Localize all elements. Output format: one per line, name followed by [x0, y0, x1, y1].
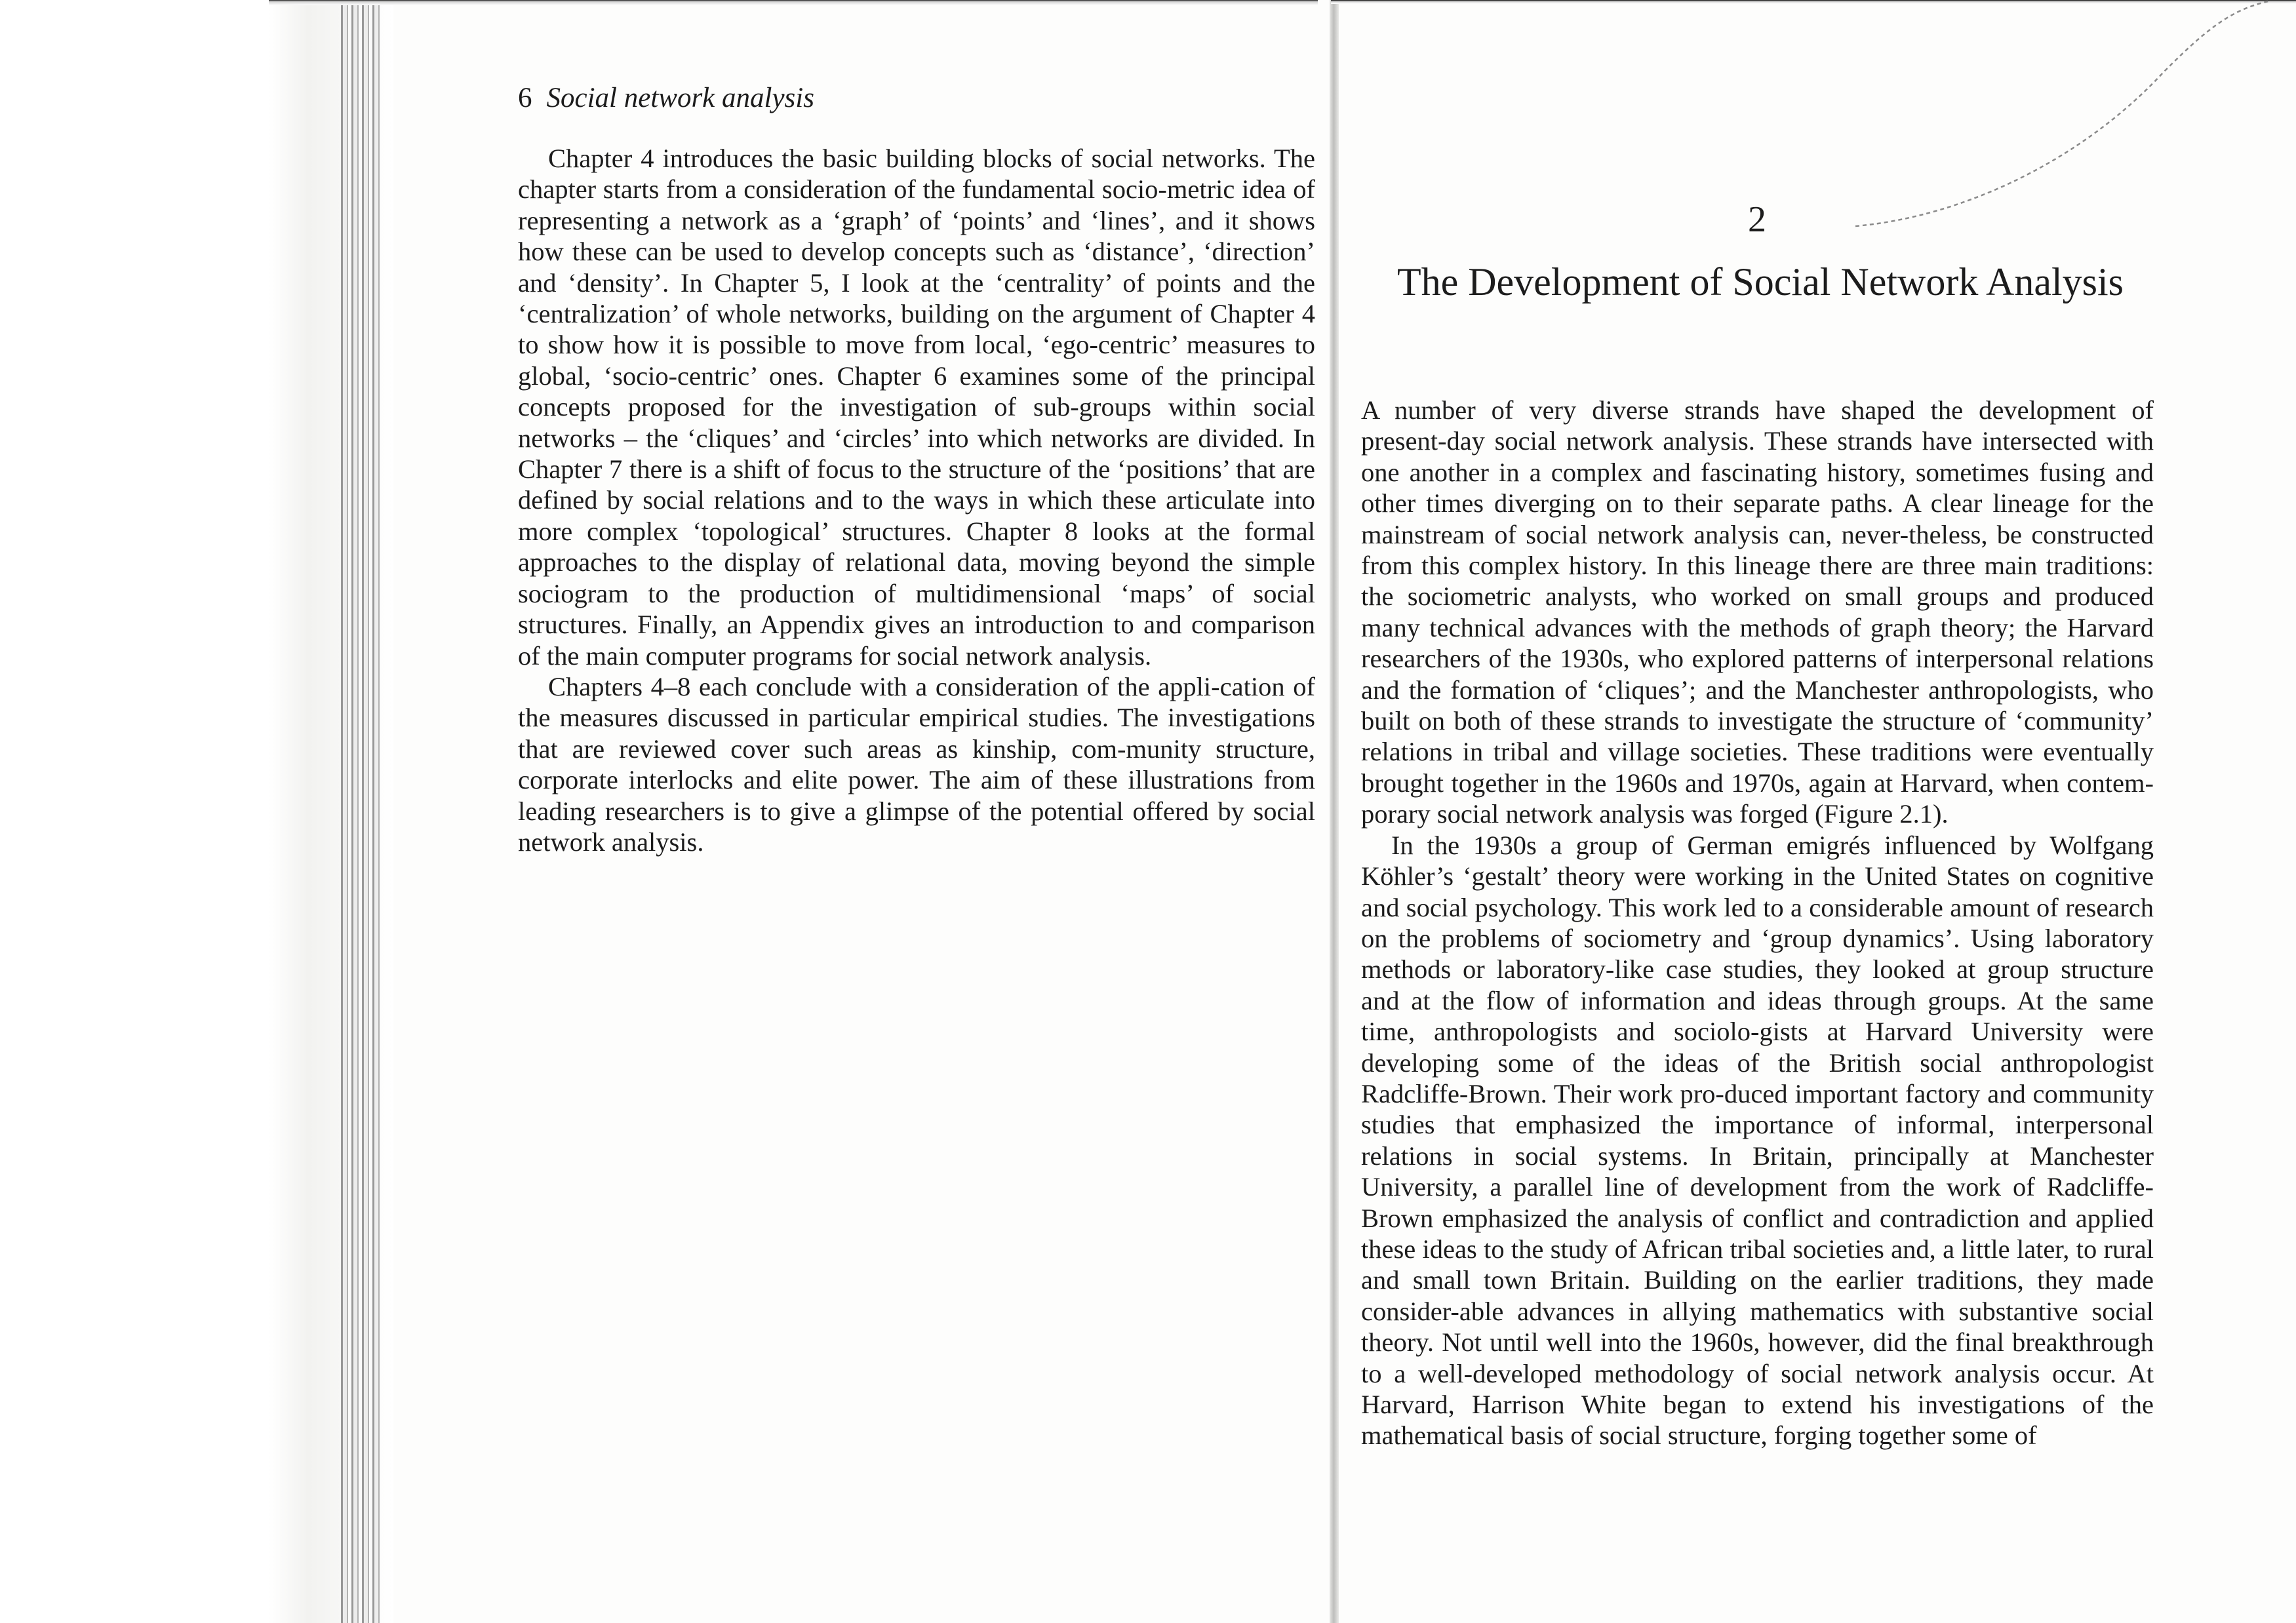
right-page-body: [1361, 395, 2154, 1451]
right-paragraph-2: In the 1930s a group of German emigrés influenced by Wolfgang Köhler’s ‘gestalt’ theory were working in the United States on cognitive and social psychology. This work led to a considerable amount of research on the problems of sociometry and ‘group dynamics’. Using laboratory methods or laboratory-like case studies, they looked at group structure and at the flow of information and ideas through groups. At the same time, anthropologists and sociolo-gists at Harvard University were developing some of the ideas of the British social anthropologist Radcliffe-Brown. Their work pro-duced important factory and community studies that emphasized the importance of informal, interpersonal relations in social systems. In Britain, principally at Manchester University, a parallel line of development from the work of Radcliffe-Brown emphasized the analysis of conflict and contradiction and applied these ideas to the study of African tribal societies and, a little later, to rural and small town Britain. Building on the earlier traditions, they made consider-able advances in allying mathematics with substantive social theory. Not until well into the 1960s, however, did the final breakthrough to a well-developed methodology of social network analysis occur. At Harvard, Harrison White began to extend his investigations of the mathematical basis of social structure, forging together some of: [1361, 830, 2154, 1451]
chapter-number: 2: [1748, 199, 1766, 240]
left-binding-shadow: [0, 0, 393, 1623]
decorative-curve: [1849, 0, 2296, 236]
running-head: [518, 79, 814, 118]
page-number: 6: [518, 83, 532, 113]
top-edge-left: [269, 0, 1318, 5]
left-paragraph-1: Chapter 4 introduces the basic building blocks of social networks. The chapter starts from a consideration of the fundamental socio-metric idea of representing a network as a ‘graph’ of ‘points’ and ‘lines’, and it shows how these can be used to develop concepts such as ‘distance’, ‘direction’ and ‘density’. In Chapter 5, I look at the ‘centrality’ of points and the ‘centralization’ of whole networks, building on the argument of Chapter 4 to show how it is possible to move from local, ‘ego-centric’ measures to global, ‘socio-centric’ ones. Chapter 6 examines some of the principal concepts proposed for the investigation of sub-groups within social networks – the ‘cliques’ and ‘circles’ into which networks are divided. In Chapter 7 there is a shift of focus to the structure of the ‘positions’ that are defined by social relations and to the ways in which these articulate into more complex ‘topological’ structures. Chapter 8 looks at the formal approaches to the display of relational data, moving beyond the simple sociogram to the production of multidimensional ‘maps’ of social structures. Finally, an Appendix gives an introduction to and comparison of the main computer programs for social network analysis.: [518, 144, 1315, 671]
binding-edge-lines: [341, 0, 380, 1623]
running-head-title: Social network analysis: [546, 83, 814, 113]
left-paragraph-2: Chapters 4–8 each conclude with a consideration of the appli-cation of the measures discussed in particular empirical studies. The investigations that are reviewed cover such areas as kinship, com-munity structure, corporate interlocks and elite power. The aim of these illustrations from leading researchers is to give a glimpse of the potential offered by social network analysis.: [518, 671, 1315, 857]
right-paragraph-1: A number of very diverse strands have shaped the development of present-day social network analysis. These strands have intersected with one another in a complex and fascinating history, sometimes fusing and other times diverging on to their separate paths. A clear lineage for the mainstream of social network analysis can, never-theless, be constructed from this complex history. In this lineage there are three main traditions: the sociometric analysts, who worked on small groups and produced many technical advances with the methods of graph theory; the Harvard researchers of the 1930s, who explored patterns of interpersonal relations and the formation of ‘cliques’; and the Manchester anthropologists, who built on both of these strands to investigate the structure of ‘community’ relations in tribal and village societies. These traditions were eventually brought together in the 1960s and 1970s, again at Harvard, when contem-porary social network analysis was forged (Figure 2.1).: [1361, 395, 2154, 829]
chapter-title: The Development of Social Network Analysis: [1396, 260, 2124, 303]
left-page-body: [518, 143, 1315, 857]
page-gutter: [1330, 0, 1339, 1623]
